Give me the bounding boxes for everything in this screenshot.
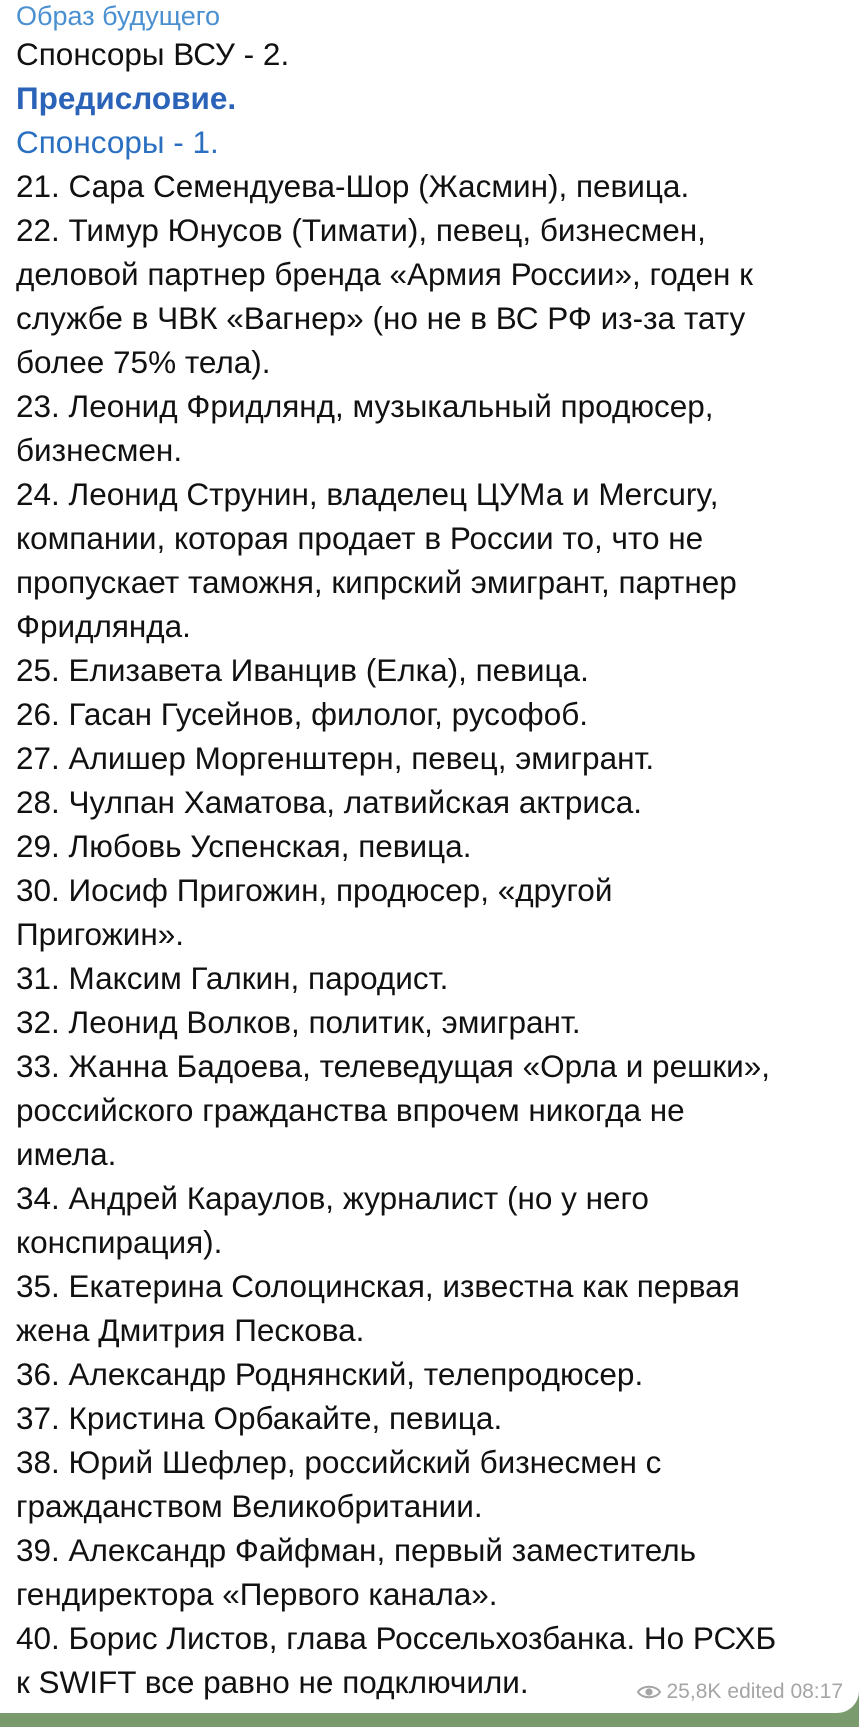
message-line: 22. Тимур Юнусов (Тимати), певец, бизнесмен, bbox=[16, 212, 706, 248]
message-line: Фридлянда. bbox=[16, 608, 191, 644]
message-line: 26. Гасан Гусейнов, филолог, русофоб. bbox=[16, 696, 589, 732]
message-line: 30. Иосиф Пригожин, продюсер, «другой bbox=[16, 872, 613, 908]
message-line: бизнесмен. bbox=[16, 432, 183, 468]
message-line: 34. Андрей Караулов, журналист (но у него bbox=[16, 1180, 649, 1216]
message-line: 40. Борис Листов, глава Россельхозбанка. Но РСХБ bbox=[16, 1620, 777, 1656]
message-line: 38. Юрий Шефлер, российский бизнесмен с bbox=[16, 1444, 662, 1480]
eye-icon bbox=[637, 1684, 661, 1700]
message-line: 29. Любовь Успенская, певица. bbox=[16, 828, 472, 864]
message-line: 24. Леонид Струнин, владелец ЦУМа и Mercury, bbox=[16, 476, 719, 512]
message-line: 39. Александр Файфман, первый заместитель bbox=[16, 1532, 697, 1568]
channel-name[interactable]: Образ будущего bbox=[16, 1, 221, 31]
link-sponsors-1[interactable]: Спонсоры - 1. bbox=[16, 124, 219, 160]
message-line: гендиректора «Первого канала». bbox=[16, 1576, 498, 1612]
message-line: компании, которая продает в России то, что не bbox=[16, 520, 704, 556]
message-line: 37. Кристина Орбакайте, певица. bbox=[16, 1400, 503, 1436]
message-line: 28. Чулпан Хаматова, латвийская актриса. bbox=[16, 784, 643, 820]
message-line: пропускает таможня, кипрский эмигрант, партнер bbox=[16, 564, 737, 600]
message-line: 23. Леонид Фридлянд, музыкальный продюсер, bbox=[16, 388, 714, 424]
message-line: Пригожин». bbox=[16, 916, 185, 952]
message-line: к SWIFT все равно не подключили. bbox=[16, 1664, 529, 1700]
message-line: 35. Екатерина Солоцинская, известна как первая bbox=[16, 1268, 740, 1304]
message-line: имела. bbox=[16, 1136, 117, 1172]
message-title: Спонсоры ВСУ - 2. bbox=[16, 36, 290, 72]
message-line: службе в ЧВК «Вагнер» (но не в ВС РФ из-за тату bbox=[16, 300, 746, 336]
edited-time: edited 08:17 bbox=[727, 1680, 843, 1703]
message-line: 25. Елизавета Иванцив (Елка), певица. bbox=[16, 652, 589, 688]
message-line: гражданством Великобритании. bbox=[16, 1488, 483, 1524]
link-preface[interactable]: Предисловие. bbox=[16, 80, 237, 116]
message-line: 33. Жанна Бадоева, телеведущая «Орла и решки», bbox=[16, 1048, 771, 1084]
message-line: жена Дмитрия Пескова. bbox=[16, 1312, 365, 1348]
view-count: 25,8K bbox=[666, 1680, 722, 1703]
message-line: 32. Леонид Волков, политик, эмигрант. bbox=[16, 1004, 581, 1040]
message-line: 21. Сара Семендуева-Шор (Жасмин), певица. bbox=[16, 168, 690, 204]
message-line: 31. Максим Галкин, пародист. bbox=[16, 960, 449, 996]
message-meta bbox=[637, 1679, 844, 1705]
message-body bbox=[16, 164, 841, 1704]
message-line: 27. Алишер Моргенштерн, певец, эмигрант. bbox=[16, 740, 655, 776]
message-line: российского гражданства впрочем никогда не bbox=[16, 1092, 685, 1128]
message-line: 36. Александр Роднянский, телепродюсер. bbox=[16, 1356, 644, 1392]
message-line: конспирация). bbox=[16, 1224, 223, 1260]
message-line: деловой партнер бренда «Армия России», годен к bbox=[16, 256, 753, 292]
message-line: более 75% тела). bbox=[16, 344, 271, 380]
